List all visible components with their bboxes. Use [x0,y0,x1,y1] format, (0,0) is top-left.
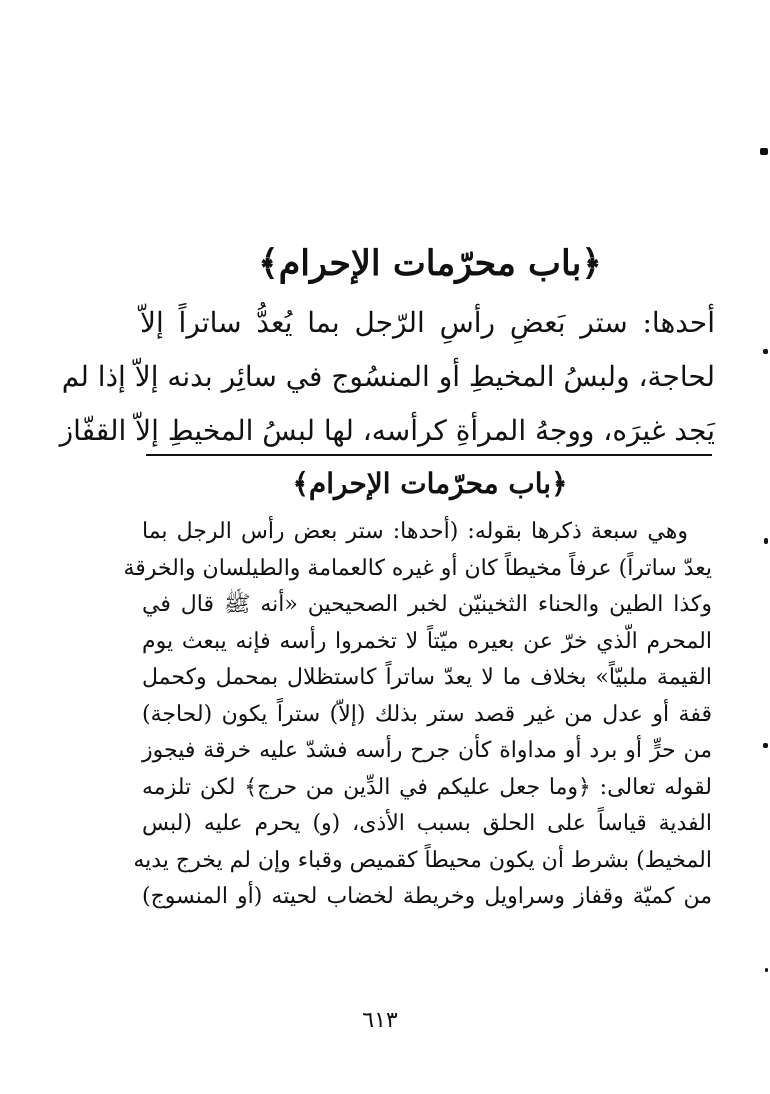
matn-line: يَجد غيرَه، ووجهُ المرأةِ كرأسه، لها لبسُ المخيطِ إلاّ القفّاز [59,414,715,447]
sharh-line: المخيط) بشرط أن يكون محيطاً كقميص وقباء وإن لم يخرج يديه [133,847,712,873]
sharh-text [123,514,712,916]
scan-mark [765,968,768,972]
matn-line: أحدها: ستر بَعضِ رأسِ الرّجل بما يُعدُّ ساتراً إلاّ [140,306,715,339]
sharh-chapter-title: ﴿باب محرّمات الإحرام﴾ [292,467,568,500]
section-divider [146,454,712,456]
sharh-line: القيمة ملبيّاً» بخلاف ما لا يعدّ ساتراً كاستظلال بمحمل وكحمل [142,665,712,690]
scan-mark [760,148,768,155]
sharh-line: الفدية قياساً على الحلق بسبب الأذى، (و) يحرم عليه (لبس [142,811,712,836]
matn-line: لحاجة، ولبسُ المخيطِ أو المنسُوج في سائِر بدنه إلاّ إذا لم [61,360,715,393]
scan-mark [763,743,768,748]
matn-chapter-title: ﴿باب محرّمات الإحرام﴾ [258,243,602,284]
scan-mark [764,538,768,544]
sharh-line: يعدّ ساتراً) عرفاً مخيطاً كان أو غيره كالعمامة والطيلسان والخرقة [123,555,712,581]
matn-text [59,296,715,458]
sharh-line: وهي سبعة ذكرها بقوله: (أحدها: ستر بعض رأس الرجل بما [142,519,688,544]
sharh-line: قفة أو عدل من غير قصد ستر بذلك (إلاّ) ستراً يكون (لحاجة) [142,701,712,727]
sharh-line: لقوله تعالى: ﴿وما جعل عليكم في الدِّين من حرج﴾ لكن تلزمه [142,774,712,800]
sharh-line: من كميّة وقفاز وسراويل وخريطة لخضاب لحيته (أو المنسوج) [142,884,712,909]
sharh-line: وكذا الطين والحناء الثخينيّن لخبر الصحيحين «أنه ﷺ قال في [142,592,712,617]
sharh-line: المحرم الّذي خرّ عن بعيره ميّتاً لا تخمروا رأسه فإنه يبعث يوم [142,628,712,654]
page-number: ٦١٣ [362,1008,398,1033]
sharh-line: من حرٍّ أو برد أو مداواة كأن جرح رأسه فشدّ عليه خرقة فيجوز [142,738,712,763]
scan-mark [763,349,768,354]
